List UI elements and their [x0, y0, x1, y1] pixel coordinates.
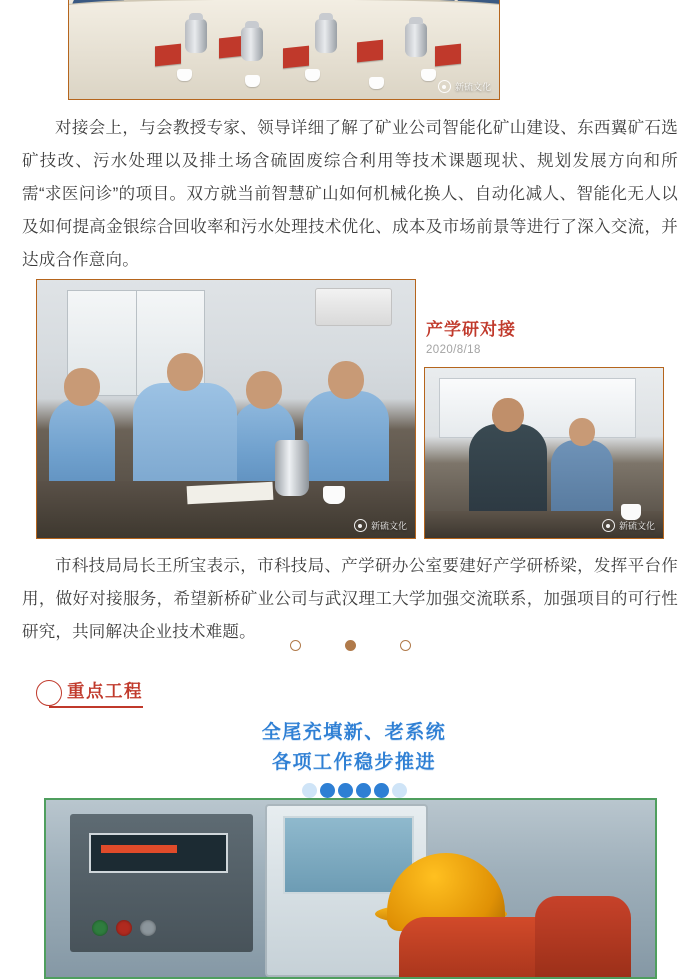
photo-name-card [357, 40, 383, 63]
paragraph-one: 对接会上，与会教授专家、领导详细了解了矿业公司智能化矿山建设、东西翼矿石选矿技改、污水处理以及排土场含硫固废综合利用等技术课题现状、规划发展方向和所需“求医问诊”的项目。双方就当前智慧矿山如何机械化换人、自动化减人、智能化无人以及如何提高金银综合回收率和污水处理技术优化、成本及市场前景等进行了深入交流，并达成合作意向。 [22, 119, 678, 269]
photo-cup [421, 69, 436, 81]
photo-thermos [315, 19, 337, 53]
photo-button [116, 920, 132, 936]
photo-worker-arm [535, 896, 631, 977]
section-heading-label: 重点工程 [49, 678, 143, 708]
feature-banner [238, 718, 470, 798]
watermark-logo-icon [438, 80, 451, 93]
photo-cup [323, 486, 345, 504]
banner-dot [320, 783, 335, 798]
watermark-top-text: 新硫文化 [454, 82, 491, 92]
photo-button [140, 920, 156, 936]
watermark-right-text: 新硫文化 [618, 521, 655, 531]
section-heading [36, 678, 143, 708]
banner-dot [392, 783, 407, 798]
photo-name-card [155, 44, 181, 67]
banner-dot [302, 783, 317, 798]
photo-air-conditioner [315, 288, 393, 326]
watermark-left [354, 519, 407, 532]
banner-dot [356, 783, 371, 798]
banner-dot [374, 783, 389, 798]
photo-discussion-group-image [37, 280, 415, 538]
photo-control-panel [70, 814, 253, 952]
banner-dot [338, 783, 353, 798]
photo-name-card [283, 46, 309, 69]
photo-caption [426, 315, 666, 356]
photo-cup [621, 504, 641, 520]
photo-expert-meeting-image [425, 368, 663, 538]
photo-control-screen [89, 833, 228, 873]
photo-cup [369, 77, 384, 89]
watermark-top [438, 80, 491, 93]
watermark-logo-icon [354, 519, 367, 532]
carousel-dots[interactable] [0, 640, 700, 651]
photo-thermos [241, 27, 263, 61]
photo-projection-screen [439, 378, 636, 438]
photo-control-buttons [92, 920, 156, 936]
carousel-dot-3[interactable] [400, 640, 411, 651]
photo-discussion-group [36, 279, 416, 539]
carousel-dot-2[interactable] [345, 640, 356, 651]
photo-cup [305, 69, 320, 81]
feature-banner-line-2: 各项工作稳步推进 [271, 752, 436, 773]
photo-name-card [435, 44, 461, 67]
photo-caption-date: 2020/8/18 [426, 344, 481, 356]
feature-banner-dots [238, 783, 470, 798]
photo-caption-title: 产学研对接 [426, 320, 516, 339]
photo-control-cabin [44, 798, 657, 979]
carousel-dot-1[interactable] [290, 640, 301, 651]
photo-expert-meeting [424, 367, 664, 539]
feature-banner-line-1: 全尾充填新、老系统 [261, 722, 447, 743]
photo-thermos [185, 19, 207, 53]
watermark-logo-icon [602, 519, 615, 532]
photo-cup [177, 69, 192, 81]
watermark-right [602, 519, 655, 532]
photo-button [92, 920, 108, 936]
paragraph-two: 市科技局局长王所宝表示，市科技局、产学研办公室要建好产学研桥梁，发挥平台作用，做好对接服务，希望新桥矿业公司与武汉理工大学加强交流联系，加强项目的可行性研究，共同解决企业技术难题。 [22, 557, 678, 641]
watermark-left-text: 新硫文化 [370, 521, 407, 531]
photo-control-cabin-image [46, 800, 655, 977]
photo-thermos [275, 440, 309, 496]
photo-meeting-table [68, 0, 500, 100]
photo-cup [245, 75, 260, 87]
photo-thermos [405, 23, 427, 57]
photo-meeting-table-image [69, 0, 499, 99]
